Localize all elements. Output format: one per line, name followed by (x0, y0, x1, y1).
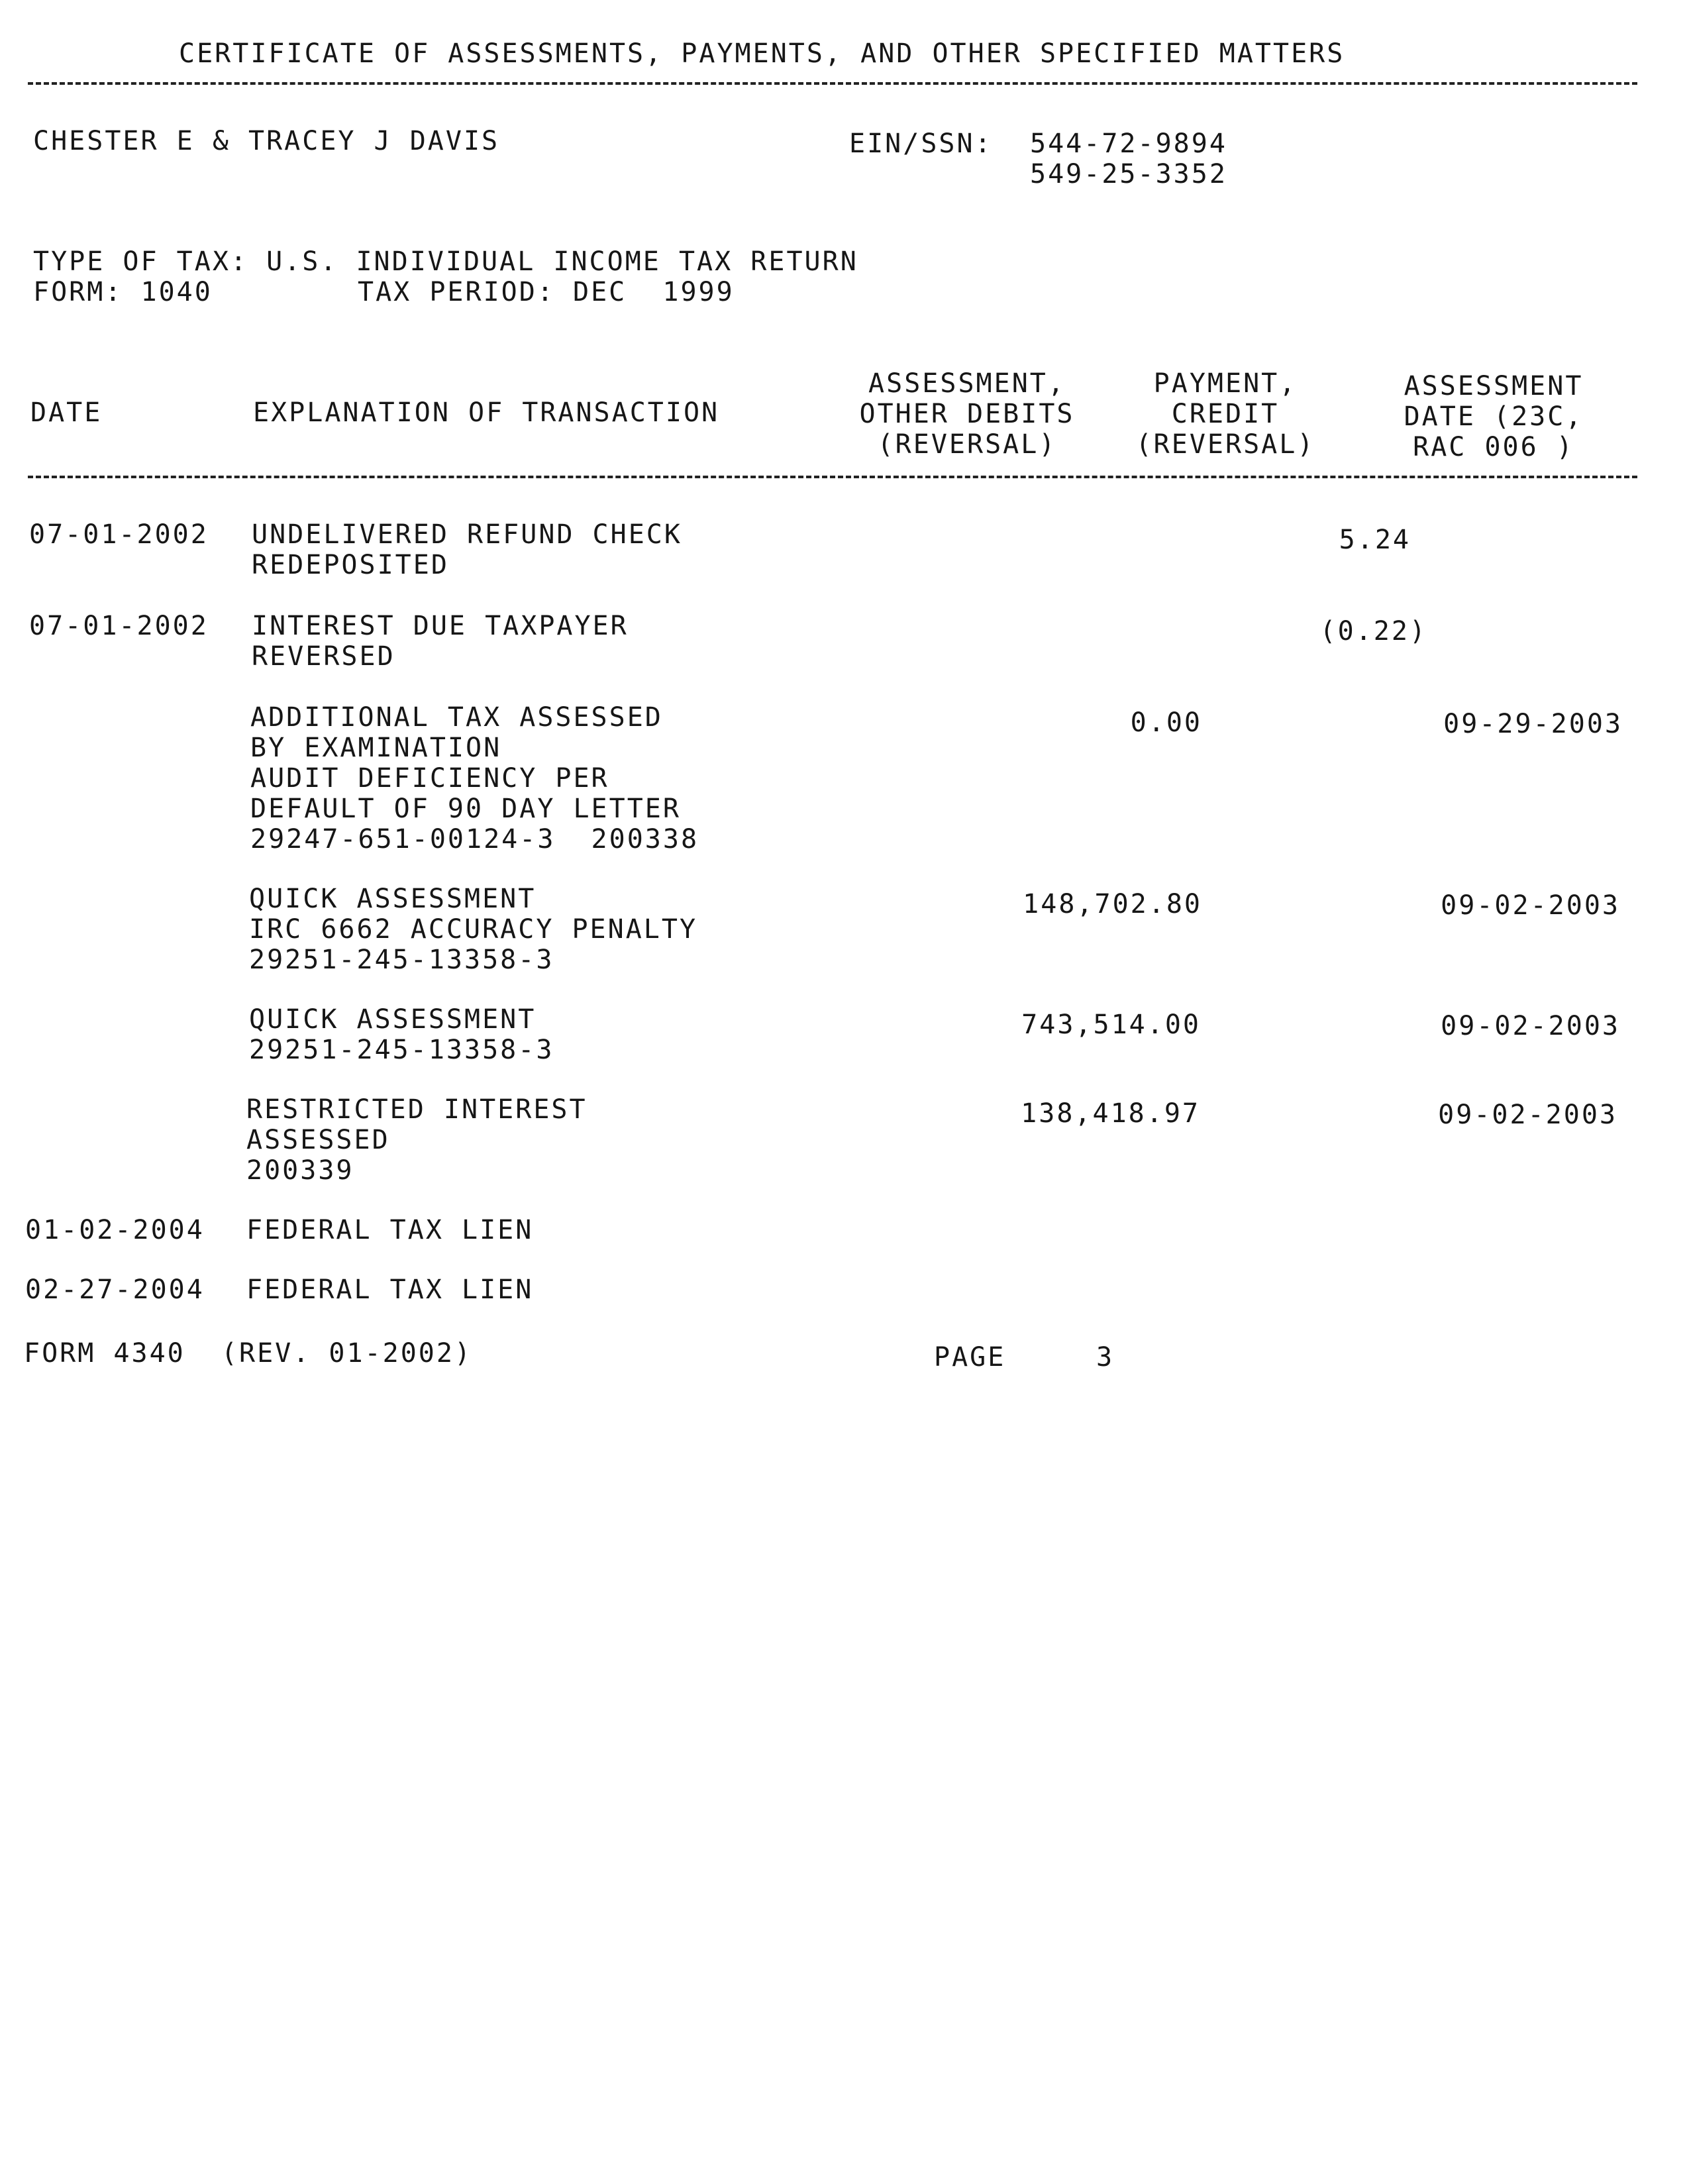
header-assessment-line1: ASSESSMENT, (868, 368, 1066, 399)
row-explanation-line: DEFAULT OF 90 DAY LETTER (250, 794, 681, 824)
row-assessment-amount: 0.00 (1130, 707, 1202, 738)
page-label: PAGE (934, 1342, 1006, 1373)
form-number: FORM 4340 (REV. 01-2002) (24, 1338, 473, 1369)
row-explanation-line: FEDERAL TAX LIEN (246, 1215, 534, 1245)
row-explanation-line: BY EXAMINATION (250, 733, 502, 763)
row-assessment-date: 09-02-2003 (1441, 890, 1620, 921)
header-payment-line3: (REVERSAL) (1135, 429, 1315, 460)
page-number: 3 (1096, 1342, 1115, 1373)
row-date: 07-01-2002 (29, 611, 209, 641)
header-assessment-line2: OTHER DEBITS (859, 399, 1075, 429)
row-assessment-date: 09-29-2003 (1443, 709, 1623, 739)
row-explanation-line: QUICK ASSESSMENT (249, 884, 537, 914)
header-assessment-date-line2: DATE (23C, (1404, 401, 1584, 432)
row-explanation-line: 29251-245-13358-3 (249, 945, 554, 975)
row-assessment-amount: 743,514.00 (1021, 1010, 1201, 1040)
header-payment-line2: CREDIT (1171, 399, 1280, 429)
ssn-primary: 544-72-9894 (1030, 129, 1227, 159)
row-explanation-line: REVERSED (252, 641, 395, 672)
row-date: 02-27-2004 (25, 1274, 205, 1305)
row-explanation-line: QUICK ASSESSMENT (249, 1004, 537, 1035)
header-assessment-line3: (REVERSAL) (877, 429, 1057, 460)
header-assessment-date-line3: RAC 006 ) (1413, 432, 1574, 462)
row-explanation-line: REDEPOSITED (252, 550, 449, 580)
header-payment-line1: PAYMENT, (1153, 368, 1298, 399)
row-explanation-line: ASSESSED (246, 1125, 390, 1155)
taxpayer-name: CHESTER E & TRACEY J DAVIS (33, 126, 500, 156)
row-explanation-line: ADDITIONAL TAX ASSESSED (250, 702, 663, 733)
row-explanation-line: RESTRICTED INTEREST (246, 1094, 588, 1125)
row-assessment-date: 09-02-2003 (1441, 1011, 1620, 1041)
row-explanation-line: 29251-245-13358-3 (249, 1035, 554, 1065)
header-date: DATE (30, 397, 103, 428)
tax-period-label: TAX PERIOD: DEC 1999 (358, 277, 735, 307)
row-date: 07-01-2002 (29, 519, 209, 550)
document-title: CERTIFICATE OF ASSESSMENTS, PAYMENTS, AND OTHER SPECIFIED MATTERS (179, 38, 1345, 69)
header-explanation: EXPLANATION OF TRANSACTION (253, 397, 720, 428)
row-assessment-amount: 138,418.97 (1021, 1098, 1200, 1129)
header-divider (28, 476, 1637, 478)
row-payment-amount: 5.24 (1339, 525, 1411, 555)
row-assessment-date: 09-02-2003 (1438, 1100, 1617, 1130)
row-explanation-line: IRC 6662 ACCURACY PENALTY (249, 914, 698, 945)
row-explanation-line: INTEREST DUE TAXPAYER (252, 611, 629, 641)
row-explanation-line: 29247-651-00124-3 200338 (250, 824, 699, 855)
row-explanation-line: AUDIT DEFICIENCY PER (250, 763, 609, 794)
row-explanation-line: FEDERAL TAX LIEN (246, 1274, 534, 1305)
row-assessment-amount: 148,702.80 (1023, 889, 1202, 919)
id-label: EIN/SSN: (849, 129, 993, 159)
row-payment-amount: (0.22) (1319, 616, 1427, 647)
header-assessment-date-line1: ASSESSMENT (1404, 371, 1584, 401)
tax-type-line: TYPE OF TAX: U.S. INDIVIDUAL INCOME TAX RETURN (33, 246, 858, 277)
title-divider (28, 82, 1637, 85)
row-explanation-line: 200339 (246, 1155, 354, 1186)
form-label: FORM: 1040 (33, 277, 213, 307)
row-date: 01-02-2004 (25, 1215, 205, 1245)
row-explanation-line: UNDELIVERED REFUND CHECK (252, 519, 682, 550)
ssn-secondary: 549-25-3352 (1030, 159, 1227, 189)
